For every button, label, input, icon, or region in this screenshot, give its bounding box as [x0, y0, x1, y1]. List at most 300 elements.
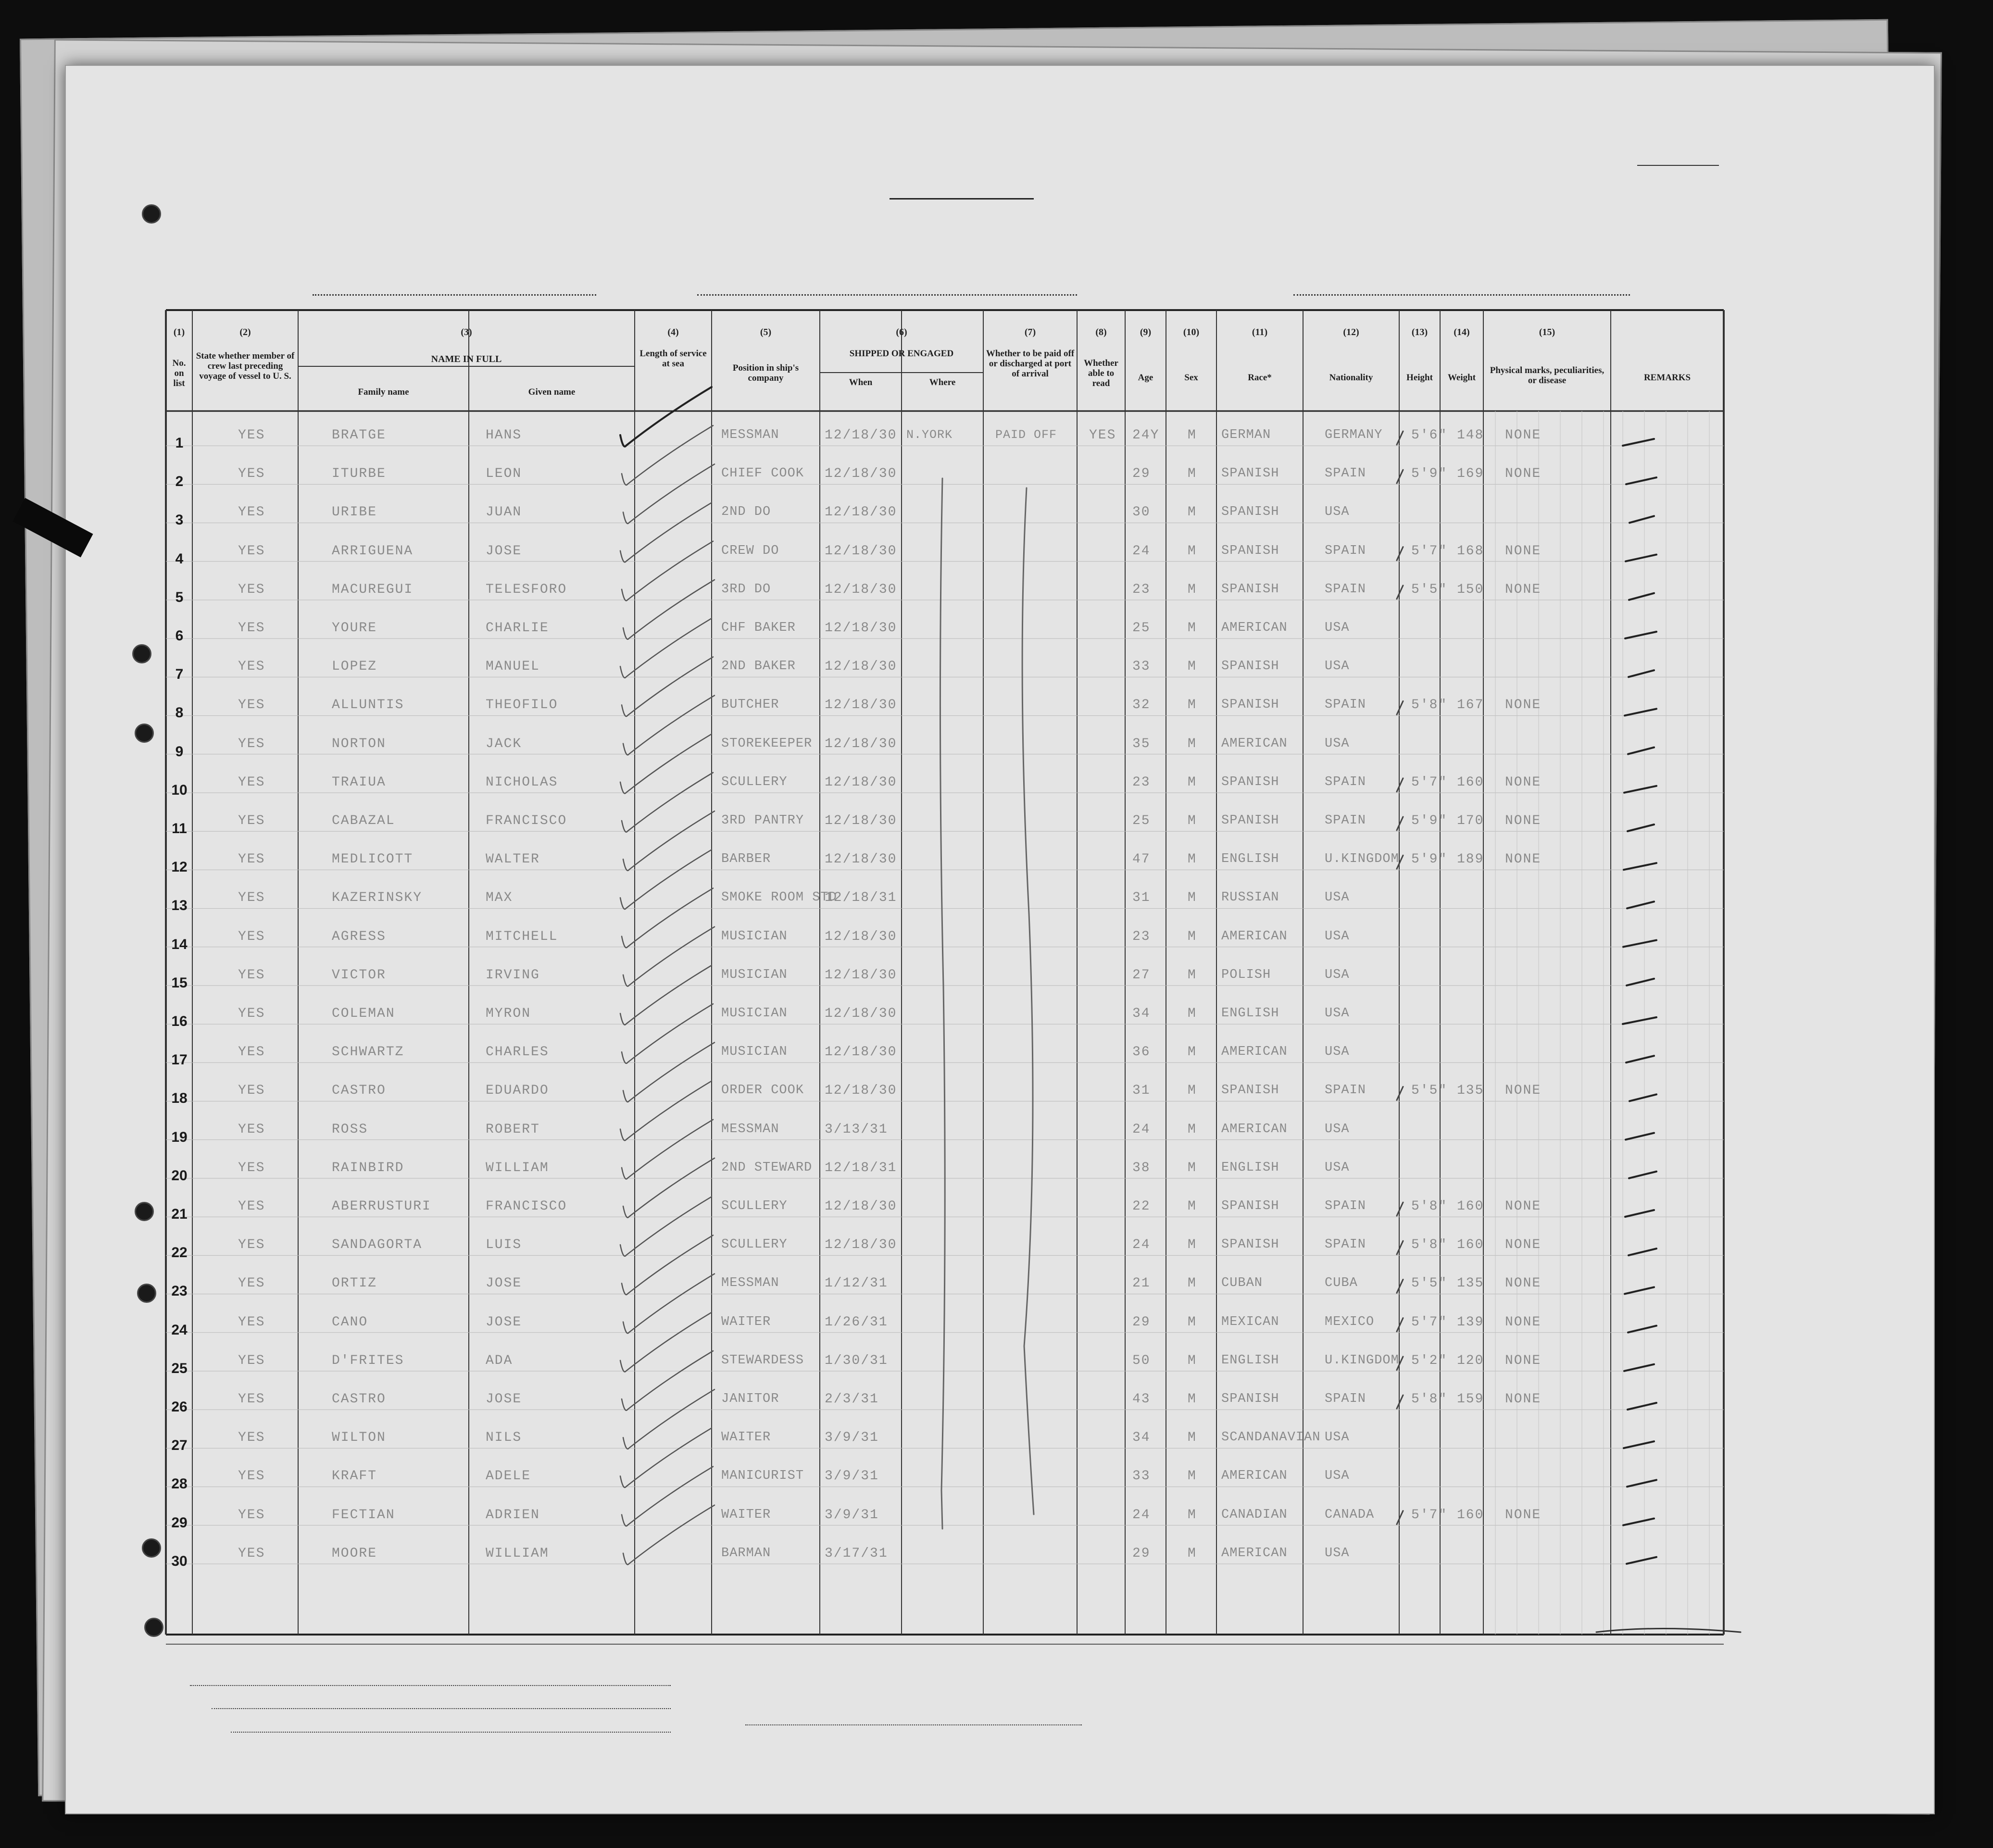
remarks-dash	[1629, 670, 1654, 677]
cell-given-name: ADRIEN	[486, 1507, 540, 1523]
header-given-name: Given name	[528, 387, 576, 397]
cell-age: 43	[1132, 1392, 1151, 1407]
column-number: (14)	[1454, 327, 1470, 337]
cell-given-name: ROBERT	[486, 1122, 540, 1137]
cell-race: SPANISH	[1221, 1237, 1279, 1252]
cell-nationality: USA	[1325, 1160, 1350, 1175]
cell-previous-voyage: YES	[238, 813, 265, 828]
row-number: 25	[171, 1360, 188, 1376]
cell-previous-voyage: YES	[238, 929, 265, 944]
cell-age: 29	[1132, 1546, 1151, 1561]
cell-physical-marks: NONE	[1505, 1353, 1542, 1368]
service-check-mark	[620, 387, 712, 447]
cell-given-name: LEON	[486, 466, 522, 482]
cell-nationality: U.KINGDOM	[1325, 1353, 1399, 1368]
cell-age: 21	[1132, 1276, 1151, 1291]
cell-race: ENGLISH	[1221, 1353, 1279, 1368]
cell-when: 12/18/30	[825, 967, 897, 983]
cell-position: MANICURIST	[721, 1469, 804, 1484]
cell-nationality: USA	[1325, 929, 1350, 944]
cell-age: 24	[1132, 543, 1151, 559]
cell-family-name: D'FRITES	[332, 1353, 404, 1368]
cell-age: 32	[1132, 698, 1151, 713]
service-check-mark	[623, 1389, 714, 1449]
cell-able-to-read: YES	[1089, 428, 1116, 443]
cell-nationality: USA	[1325, 1006, 1350, 1021]
cell-height: 5'7"	[1411, 1507, 1448, 1523]
cell-when: 12/18/30	[825, 852, 897, 867]
cell-previous-voyage: YES	[238, 428, 265, 443]
cell-height: 5'9"	[1411, 466, 1448, 482]
cell-position: MESSMAN	[721, 1276, 779, 1291]
remarks-dash	[1626, 555, 1656, 562]
height-tick	[1397, 1279, 1403, 1293]
cell-when: 1/30/31	[825, 1353, 888, 1368]
height-tick	[1397, 1318, 1403, 1332]
cell-given-name: JOSE	[486, 1276, 522, 1291]
header-height: Height	[1406, 373, 1433, 383]
row-number: 24	[171, 1322, 188, 1338]
header-length-of-service: Length of service at sea	[639, 349, 707, 369]
cell-position: 2ND BAKER	[721, 659, 796, 674]
cell-position: CREW DO	[721, 543, 779, 558]
cell-nationality: USA	[1325, 736, 1350, 751]
cell-family-name: KRAFT	[332, 1469, 377, 1484]
cell-race: ENGLISH	[1221, 1006, 1279, 1021]
cell-race: AMERICAN	[1221, 1122, 1288, 1136]
cell-family-name: NORTON	[332, 736, 386, 751]
cell-height: 5'5"	[1411, 1276, 1448, 1291]
cell-position: SMOKE ROOM STD	[721, 890, 837, 905]
cell-age: 35	[1132, 736, 1151, 751]
cell-given-name: WALTER	[486, 852, 540, 867]
service-check-mark	[623, 1505, 714, 1565]
service-check-mark	[620, 1428, 712, 1487]
cell-nationality: USA	[1325, 659, 1350, 674]
cell-given-name: CHARLES	[486, 1045, 549, 1060]
cell-given-name: ADA	[486, 1353, 513, 1368]
cell-given-name: EDUARDO	[486, 1083, 549, 1099]
cell-previous-voyage: YES	[238, 505, 265, 520]
height-tick	[1397, 1202, 1403, 1216]
cell-sex: M	[1188, 1160, 1197, 1175]
cell-given-name: CHARLIE	[486, 621, 549, 636]
cell-family-name: BRATGE	[332, 428, 386, 443]
cell-when: 3/13/31	[825, 1122, 888, 1137]
cell-position: 2ND DO	[721, 505, 771, 520]
remarks-dash	[1623, 439, 1654, 446]
cell-nationality: SPAIN	[1325, 1392, 1366, 1406]
cell-race: SPANISH	[1221, 698, 1279, 712]
cell-nationality: SPAIN	[1325, 466, 1366, 481]
height-tick	[1397, 817, 1403, 830]
service-check-mark	[620, 849, 712, 909]
cell-age: 36	[1132, 1045, 1151, 1060]
cell-where: N.YORK	[906, 428, 953, 442]
cell-given-name: TELESFORO	[486, 582, 567, 597]
cell-nationality: MEXICO	[1325, 1314, 1375, 1329]
cell-family-name: ALLUNTIS	[332, 698, 404, 713]
cell-given-name: IRVING	[486, 967, 540, 983]
cell-position: JANITOR	[721, 1392, 779, 1406]
cell-physical-marks: NONE	[1505, 543, 1542, 559]
header-sex: Sex	[1184, 373, 1198, 383]
cell-position: WAITER	[721, 1430, 771, 1445]
cell-nationality: SPAIN	[1325, 698, 1366, 712]
cell-nationality: SPAIN	[1325, 774, 1366, 789]
cell-age: 29	[1132, 466, 1151, 482]
column-number: (15)	[1539, 327, 1555, 337]
cell-age: 50	[1132, 1353, 1151, 1368]
cell-race: SPANISH	[1221, 543, 1279, 558]
service-check-mark	[623, 811, 714, 871]
cell-sex: M	[1188, 890, 1197, 906]
cell-race: SPANISH	[1221, 774, 1279, 789]
cell-when: 12/18/30	[825, 1083, 897, 1099]
row-number: 23	[171, 1283, 188, 1299]
cell-age: 24	[1132, 1507, 1151, 1523]
column-number: (13)	[1411, 327, 1428, 337]
column-number: (2)	[239, 327, 251, 337]
row-number: 17	[171, 1052, 188, 1068]
column-number: (3)	[461, 327, 472, 337]
cell-sex: M	[1188, 1314, 1197, 1330]
service-check-mark	[622, 773, 713, 832]
service-check-mark	[620, 1081, 712, 1141]
cell-sex: M	[1188, 1276, 1197, 1291]
service-check-mark	[623, 1042, 714, 1102]
service-check-mark	[623, 580, 714, 639]
cell-height: 5'2"	[1411, 1353, 1448, 1368]
header-age: Age	[1138, 373, 1153, 383]
service-check-mark	[620, 618, 712, 678]
cell-sex: M	[1188, 1469, 1197, 1484]
cell-family-name: SANDAGORTA	[332, 1237, 423, 1253]
row-number: 5	[175, 589, 184, 605]
cell-sex: M	[1188, 1507, 1197, 1523]
service-check-mark	[620, 503, 712, 562]
cell-sex: M	[1188, 1199, 1197, 1214]
cell-race: ENGLISH	[1221, 1160, 1279, 1175]
cell-race: SPANISH	[1221, 466, 1279, 481]
cell-position: MUSICIAN	[721, 929, 788, 944]
row-number: 8	[175, 705, 184, 721]
cell-previous-voyage: YES	[238, 1353, 265, 1368]
cell-physical-marks: NONE	[1505, 698, 1542, 713]
cell-position: SCULLERY	[721, 1237, 788, 1252]
row-number: 27	[171, 1437, 188, 1454]
cell-sex: M	[1188, 466, 1197, 482]
service-check-mark	[622, 1004, 713, 1063]
remarks-dash	[1628, 1326, 1656, 1333]
cell-previous-voyage: YES	[238, 466, 265, 482]
cell-weight: 148	[1457, 428, 1484, 443]
cell-family-name: RAINBIRD	[332, 1160, 404, 1175]
remarks-dash	[1626, 1056, 1654, 1062]
remarks-dash	[1624, 1364, 1654, 1371]
service-check-mark	[622, 1467, 713, 1526]
row-number: 16	[171, 1013, 188, 1029]
service-check-mark	[623, 1158, 714, 1218]
height-tick	[1397, 586, 1403, 599]
row-number: 18	[171, 1090, 188, 1107]
row-number: 2	[175, 474, 184, 490]
height-tick	[1397, 778, 1403, 792]
cell-race: AMERICAN	[1221, 621, 1288, 635]
row-number: 13	[171, 898, 188, 914]
cell-race: MEXICAN	[1221, 1314, 1279, 1329]
cell-sex: M	[1188, 813, 1197, 828]
cell-family-name: KAZERINSKY	[332, 890, 423, 906]
ditto-line-paid	[1022, 488, 1034, 1514]
cell-previous-voyage: YES	[238, 1392, 265, 1407]
cell-when: 12/18/30	[825, 698, 897, 713]
row-number: 1	[175, 435, 184, 451]
service-check-mark	[623, 464, 714, 524]
cell-family-name: ROSS	[332, 1122, 368, 1137]
cell-previous-voyage: YES	[238, 1507, 265, 1523]
cell-age: 29	[1132, 1314, 1151, 1330]
cell-position: CHIEF COOK	[721, 466, 804, 481]
cell-position: 3RD DO	[721, 582, 771, 597]
cell-physical-marks: NONE	[1505, 1276, 1542, 1291]
cell-previous-voyage: YES	[238, 1430, 265, 1446]
cell-physical-marks: NONE	[1505, 1314, 1542, 1330]
cell-when: 12/18/30	[825, 813, 897, 828]
cell-family-name: SCHWARTZ	[332, 1045, 404, 1060]
cell-given-name: WILLIAM	[486, 1546, 549, 1561]
cell-height: 5'8"	[1411, 698, 1448, 713]
cell-sex: M	[1188, 582, 1197, 597]
cell-race: AMERICAN	[1221, 1045, 1288, 1060]
cell-given-name: MYRON	[486, 1006, 531, 1021]
cell-previous-voyage: YES	[238, 621, 265, 636]
height-tick	[1397, 1241, 1403, 1254]
cell-sex: M	[1188, 698, 1197, 713]
cell-family-name: ABERRUSTURI	[332, 1199, 431, 1214]
header-when: When	[849, 377, 873, 387]
cell-race: SPANISH	[1221, 659, 1279, 674]
row-number: 26	[171, 1399, 188, 1415]
cell-position: BARMAN	[721, 1546, 771, 1561]
cell-age: 38	[1132, 1160, 1151, 1175]
service-check-mark	[620, 1312, 712, 1372]
row-number: 9	[175, 743, 184, 760]
cell-weight: 189	[1457, 852, 1484, 867]
column-number: (8)	[1095, 327, 1107, 337]
cell-position: MESSMAN	[721, 1122, 779, 1136]
remarks-dash	[1628, 824, 1654, 831]
cell-previous-voyage: YES	[238, 543, 265, 559]
height-tick	[1397, 1086, 1403, 1100]
cell-when: 3/9/31	[825, 1507, 879, 1523]
cell-age: 31	[1132, 1083, 1151, 1099]
cell-given-name: FRANCISCO	[486, 1199, 567, 1214]
cell-previous-voyage: YES	[238, 659, 265, 674]
cell-position: ORDER COOK	[721, 1083, 804, 1098]
cell-sex: M	[1188, 1353, 1197, 1368]
cell-previous-voyage: YES	[238, 774, 265, 790]
cell-family-name: CANO	[332, 1314, 368, 1330]
row-number: 29	[171, 1514, 188, 1531]
cell-given-name: ADELE	[486, 1469, 531, 1484]
height-tick	[1397, 431, 1403, 445]
cell-previous-voyage: YES	[238, 1045, 265, 1060]
service-check-mark	[623, 696, 714, 755]
remarks-dash	[1628, 1403, 1656, 1410]
cell-weight: 120	[1457, 1353, 1484, 1368]
cell-given-name: JOSE	[486, 543, 522, 559]
cell-physical-marks: NONE	[1505, 1237, 1542, 1253]
remarks-dash	[1629, 516, 1654, 523]
cell-previous-voyage: YES	[238, 1546, 265, 1561]
header-previous-voyage: State whether member of crew last preceding voyage of vessel to U. S.	[196, 351, 295, 381]
cell-when: 12/18/30	[825, 1006, 897, 1021]
cell-when: 12/18/30	[825, 929, 897, 944]
remarks-dash	[1627, 901, 1654, 908]
cell-previous-voyage: YES	[238, 698, 265, 713]
cell-family-name: AGRESS	[332, 929, 386, 944]
cell-physical-marks: NONE	[1505, 466, 1542, 482]
cell-family-name: MOORE	[332, 1546, 377, 1561]
cell-age: 23	[1132, 774, 1151, 790]
cell-height: 5'8"	[1411, 1392, 1448, 1407]
row-number: 4	[175, 550, 184, 567]
cell-when: 12/18/30	[825, 774, 897, 790]
remarks-dash	[1624, 863, 1656, 870]
remarks-dash	[1627, 979, 1654, 986]
cell-given-name: JOSE	[486, 1392, 522, 1407]
cell-sex: M	[1188, 1546, 1197, 1561]
cell-race: SPANISH	[1221, 1083, 1279, 1098]
cell-position: MUSICIAN	[721, 967, 788, 982]
remarks-dash	[1624, 786, 1656, 793]
header-remarks: REMARKS	[1643, 373, 1691, 383]
cell-previous-voyage: YES	[238, 1160, 265, 1175]
row-number: 6	[175, 628, 184, 644]
cell-previous-voyage: YES	[238, 890, 265, 906]
cell-sex: M	[1188, 543, 1197, 559]
cell-family-name: TRAIUA	[332, 774, 386, 790]
cell-height: 5'8"	[1411, 1237, 1448, 1253]
cell-given-name: WILLIAM	[486, 1160, 549, 1175]
cell-age: 23	[1132, 582, 1151, 597]
service-check-mark	[622, 888, 713, 948]
cell-given-name: MITCHELL	[486, 929, 558, 944]
row-number: 14	[171, 936, 188, 952]
cell-physical-marks: NONE	[1505, 774, 1542, 790]
cell-previous-voyage: YES	[238, 736, 265, 751]
cell-family-name: VICTOR	[332, 967, 386, 983]
cell-height: 5'9"	[1411, 813, 1448, 828]
cell-race: SPANISH	[1221, 505, 1279, 520]
cell-race: AMERICAN	[1221, 1469, 1288, 1484]
row-number: 19	[171, 1129, 188, 1145]
cell-position: 2ND STEWARD	[721, 1160, 813, 1175]
service-check-mark	[623, 927, 714, 986]
cell-when: 12/18/31	[825, 890, 897, 906]
cell-nationality: USA	[1325, 967, 1350, 982]
cell-weight: 160	[1457, 774, 1484, 790]
row-number: 10	[171, 782, 188, 798]
cell-age: 25	[1132, 813, 1151, 828]
remarks-dash	[1626, 477, 1656, 484]
cell-position: CHF BAKER	[721, 621, 796, 635]
cell-when: 3/9/31	[825, 1469, 879, 1484]
service-check-mark	[620, 1197, 712, 1256]
cell-nationality: USA	[1325, 505, 1350, 520]
cell-sex: M	[1188, 736, 1197, 751]
column-number: (10)	[1183, 327, 1200, 337]
cell-given-name: LUIS	[486, 1237, 522, 1253]
cell-age: 34	[1132, 1006, 1151, 1021]
cell-nationality: SPAIN	[1325, 543, 1366, 558]
cell-age: 30	[1132, 505, 1151, 520]
cell-physical-marks: NONE	[1505, 428, 1542, 443]
header-able-to-read: Whether able to read	[1084, 358, 1118, 388]
cell-given-name: NICHOLAS	[486, 774, 558, 790]
cell-given-name: NILS	[486, 1430, 522, 1446]
cell-nationality: USA	[1325, 1546, 1350, 1561]
cell-previous-voyage: YES	[238, 1314, 265, 1330]
cell-nationality: SPAIN	[1325, 1237, 1366, 1252]
cell-race: GERMAN	[1221, 428, 1271, 442]
cell-age: 47	[1132, 852, 1151, 867]
service-check-mark	[620, 965, 712, 1025]
cell-position: 3RD PANTRY	[721, 813, 804, 828]
cell-family-name: CASTRO	[332, 1392, 386, 1407]
cell-nationality: CANADA	[1325, 1507, 1375, 1522]
cell-sex: M	[1188, 852, 1197, 867]
service-check-mark	[622, 657, 713, 716]
cell-race: SPANISH	[1221, 1199, 1279, 1213]
remarks-dash	[1625, 709, 1656, 715]
cell-paid-off: PAID OFF	[995, 428, 1057, 442]
column-number: (4)	[667, 327, 679, 337]
row-number: 15	[171, 974, 188, 991]
cell-position: STOREKEEPER	[721, 736, 813, 751]
header-no-on-list: No. on list	[172, 358, 186, 388]
cell-position: SCULLERY	[721, 774, 788, 789]
cell-sex: M	[1188, 1392, 1197, 1407]
service-check-mark	[623, 1274, 714, 1334]
cell-when: 12/18/30	[825, 466, 897, 482]
remarks-dash	[1627, 1557, 1656, 1564]
cell-when: 12/18/30	[825, 1199, 897, 1214]
cell-race: POLISH	[1221, 967, 1271, 982]
total-underline	[1596, 1629, 1741, 1633]
cell-weight: 150	[1457, 582, 1484, 597]
remarks-dash	[1629, 593, 1654, 600]
column-number: (7)	[1024, 327, 1036, 337]
cell-height: 5'7"	[1411, 1314, 1448, 1330]
remarks-dash	[1629, 1094, 1656, 1101]
cell-weight: 167	[1457, 698, 1484, 713]
column-number: (9)	[1140, 327, 1152, 337]
cell-when: 12/18/31	[825, 1160, 897, 1175]
header-shipped-engaged: SHIPPED OR ENGAGED	[849, 349, 954, 359]
remarks-dash	[1623, 940, 1656, 947]
cell-family-name: YOURE	[332, 621, 377, 636]
cell-nationality: SPAIN	[1325, 1083, 1366, 1098]
cell-weight: 169	[1457, 466, 1484, 482]
cell-when: 12/18/30	[825, 428, 897, 443]
cell-sex: M	[1188, 1045, 1197, 1060]
height-tick	[1397, 1357, 1403, 1370]
cell-age: 22	[1132, 1199, 1151, 1214]
cell-nationality: U.KINGDOM	[1325, 852, 1399, 867]
cell-previous-voyage: YES	[238, 1006, 265, 1021]
